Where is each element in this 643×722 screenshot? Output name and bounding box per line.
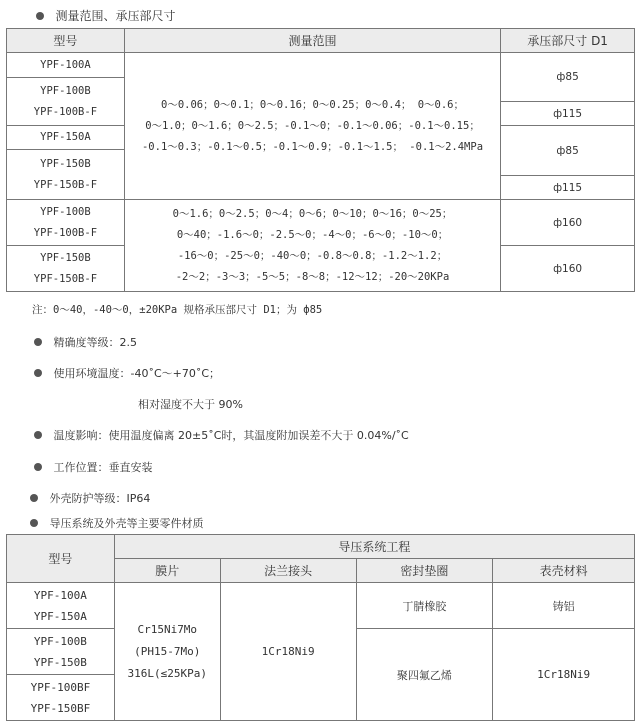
spec-text: 外壳防护等级：IP64 xyxy=(49,492,151,505)
col-header-diaphragm: 膜片 xyxy=(114,559,220,583)
bullet-icon xyxy=(34,431,42,439)
model-line: YPF-150A xyxy=(33,609,87,623)
model-line: YPF-100BF xyxy=(30,680,91,694)
spec-text: 温度影响：使用温度偏离 20±5˚C时，其温度附加误差不大于 0.04%/˚C xyxy=(53,429,409,442)
col-header-range: 测量范围 xyxy=(124,29,500,53)
range-line: 0～0.06；0～0.1；0～0.16；0～0.25；0～0.4； 0～0.6； xyxy=(161,98,465,111)
model-line: YPF-100B xyxy=(40,205,91,218)
bullet-icon xyxy=(34,369,42,377)
seal-cell: 丁腈橡胶 xyxy=(356,583,493,629)
seal-cell: 聚四氟乙烯 xyxy=(356,629,493,721)
model-line: YPF-100B-F xyxy=(33,226,98,239)
model-line: YPF-150B-F xyxy=(33,178,98,191)
model-cell xyxy=(7,78,125,126)
group-header-system: 导压系统工程 xyxy=(114,535,634,559)
spec-materials-title xyxy=(30,515,204,531)
spec-accuracy xyxy=(34,334,137,350)
size-cell: ф160 xyxy=(501,246,635,292)
size-cell: ф85 xyxy=(501,53,635,102)
range-line: 0～1.0；0～1.6；0～2.5；-0.1～0；-0.1～0.06；-0.1～0.15； xyxy=(145,119,480,132)
size-note: 注：0～40，-40～0，±20KPa 规格承压部尺寸 D1；为 ф85 xyxy=(32,304,323,316)
spec-text: 使用环境温度：-40˚C～+70˚C； xyxy=(53,367,221,380)
model-line: YPF-150B xyxy=(40,157,91,170)
diaphragm-line: (PH15-7Mo) xyxy=(134,644,201,658)
bullet-icon xyxy=(34,463,42,471)
col-header-model: 型号 xyxy=(7,29,125,53)
bullet-icon xyxy=(30,519,38,527)
spec-position xyxy=(34,459,153,475)
diaphragm-cell xyxy=(114,583,220,721)
spec-text: 精确度等级：2.5 xyxy=(53,336,137,349)
model-line: YPF-150B-F xyxy=(33,272,98,285)
bullet-icon xyxy=(30,494,38,502)
model-line: YPF-100B xyxy=(33,634,87,648)
range-line: -16～0；-25～0；-40～0；-0.8～0.8；-1.2～1.2； xyxy=(177,249,448,262)
model-cell xyxy=(7,246,125,292)
bullet-icon xyxy=(34,338,42,346)
diaphragm-line: 316L(≤25KPa) xyxy=(127,666,207,680)
section-title-text: 测量范围、承压部尺寸 xyxy=(55,9,176,23)
flange-cell: 1Cr18Ni9 xyxy=(220,583,356,721)
case-cell: 铸铝 xyxy=(493,583,635,629)
model-line: YPF-100B xyxy=(40,84,91,97)
size-cell: ф115 xyxy=(501,176,635,200)
range-cell-kpa xyxy=(124,200,500,292)
spec-temperature-effect xyxy=(34,427,409,443)
section-measurement-title xyxy=(36,7,176,24)
model-cell xyxy=(7,150,125,200)
size-cell: ф115 xyxy=(501,102,635,126)
model-line: YPF-150B xyxy=(33,655,87,669)
model-cell: YPF-100A xyxy=(7,53,125,78)
col-header-model: 型号 xyxy=(7,535,115,583)
diaphragm-line: Cr15Ni7Mo xyxy=(137,622,198,636)
materials-table xyxy=(6,534,635,721)
spec-temperature xyxy=(34,365,220,381)
model-line: YPF-150B xyxy=(40,251,91,264)
range-line: 0～1.6；0～2.5；0～4；0～6；0～10；0～16；0～25； xyxy=(172,207,453,220)
range-line: -2～2；-3～3；-5～5；-8～8；-12～12；-20～20KPa xyxy=(175,270,450,283)
spec-text: 导压系统及外壳等主要零件材质 xyxy=(49,517,204,530)
model-cell xyxy=(7,675,115,721)
model-cell xyxy=(7,583,115,629)
model-line: YPF-100B-F xyxy=(33,105,98,118)
col-header-flange: 法兰接头 xyxy=(220,559,356,583)
col-header-seal: 密封垫圈 xyxy=(356,559,493,583)
spec-text: 工作位置：垂直安装 xyxy=(53,461,153,474)
range-line: -0.1～0.3；-0.1～0.5；-0.1～0.9；-0.1～1.5； -0.1～2.4MPa xyxy=(141,140,484,153)
spec-protection xyxy=(30,490,150,506)
col-header-size: 承压部尺寸 D1 xyxy=(501,29,635,53)
case-cell: 1Cr18Ni9 xyxy=(493,629,635,721)
model-cell xyxy=(7,629,115,675)
model-cell xyxy=(7,200,125,246)
size-cell: ф160 xyxy=(501,200,635,246)
size-cell: ф85 xyxy=(501,126,635,176)
bullet-icon xyxy=(36,12,44,20)
model-cell: YPF-150A xyxy=(7,126,125,150)
range-line: 0～40；-1.6～0；-2.5～0；-4～0；-6～0；-10～0； xyxy=(176,228,449,241)
range-cell-mpa xyxy=(124,53,500,200)
measurement-range-table xyxy=(6,28,635,292)
model-line: YPF-150BF xyxy=(30,701,91,715)
col-header-case: 表壳材料 xyxy=(493,559,635,583)
spec-humidity: 相对湿度不大于 90% xyxy=(138,398,243,411)
model-line: YPF-100A xyxy=(33,588,87,602)
